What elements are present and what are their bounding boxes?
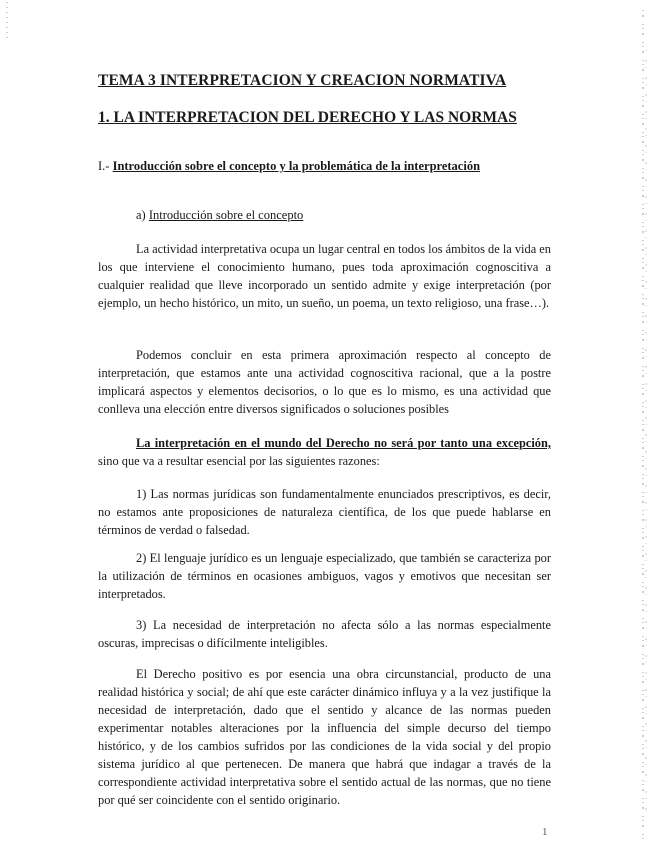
paragraph-3-rest: sino que va a resultar esencial por las siguientes razones:: [98, 454, 380, 468]
section-heading: 1. LA INTERPRETACION DEL DERECHO Y LAS NORMAS: [98, 109, 517, 126]
tema-heading: TEMA 3 INTERPRETACION Y CREACION NORMATIVA: [98, 72, 507, 89]
subsubsection-title: Introducción sobre el concepto: [148, 208, 304, 222]
subsubsection-heading: [136, 208, 303, 223]
paragraph-7: El Derecho positivo es por esencia una obra circunstancial, producto de una realidad histórica y social; de ahí que este carácter dinámico influya y a la vez justifique la necesidad de interpretación, dado que el sentido y alcance de las normas pueden experimentar notables alteraciones por la influencia del simple decurso del tiempo histórico, y de los cambios sufridos por las condiciones de la vida social y del propio sistema jurídico al que pertenecen. De manera que habrá que indagar a través de la correspondiente actividad interpretativa sobre el sentido actual de las normas, que no tiene por qué ser coincidente con el sentido originario.: [98, 667, 551, 807]
paragraph-reason-2: 2) El lenguaje jurídico es un lenguaje especializado, que también se caracteriza por la utilización de términos en ocasiones ambiguos, vagos y emotivos que necesitan ser interpretados.: [98, 551, 551, 601]
subsection-number: I.-: [98, 159, 113, 173]
paragraph-3: [98, 434, 551, 470]
paragraph-1: La actividad interpretativa ocupa un lugar central en todos los ámbitos de la vida en los que interviene el conocimiento humano, pues toda aproximación cognoscitiva a cualquier realidad que lleve incorporado un sentido admite y exige interpretación (por ejemplo, un hecho histórico, un mito, un sueño, un poema, un texto religioso, una frase…).: [98, 242, 551, 310]
paragraph-2: Podemos concluir en esta primera aproximación respecto al concepto de interpretación, que estamos ante una actividad cognoscitiva racional, que a la postre implicará aspectos y elementos decisorios, o lo que es lo mismo, es una actividad que conlleva una elección entre diversos significados o soluciones posibles: [98, 348, 551, 416]
paragraph-reason-1: 1) Las normas jurídicas son fundamentalmente enunciados prescriptivos, es decir, no estamos ante proposiciones de naturaleza científica, de los que puede hablarse en términos de verdad o falsedad.: [98, 487, 551, 537]
paragraph-3-emphasis: La interpretación en el mundo del Derecho no será por tanto una excepción,: [136, 436, 551, 450]
page-number: 1: [542, 826, 548, 838]
subsubsection-label: a): [136, 208, 149, 222]
subsection-title: Introducción sobre el concepto y la problemática de la interpretación: [112, 159, 481, 173]
paragraph-reason-3: 3) La necesidad de interpretación no afecta sólo a las normas especialmente oscuras, imprecisas o difícilmente inteligibles.: [98, 618, 551, 650]
scan-edge-artifact: [636, 10, 650, 840]
subsection-heading: [98, 159, 480, 174]
scan-edge-artifact-left: [4, 0, 10, 40]
